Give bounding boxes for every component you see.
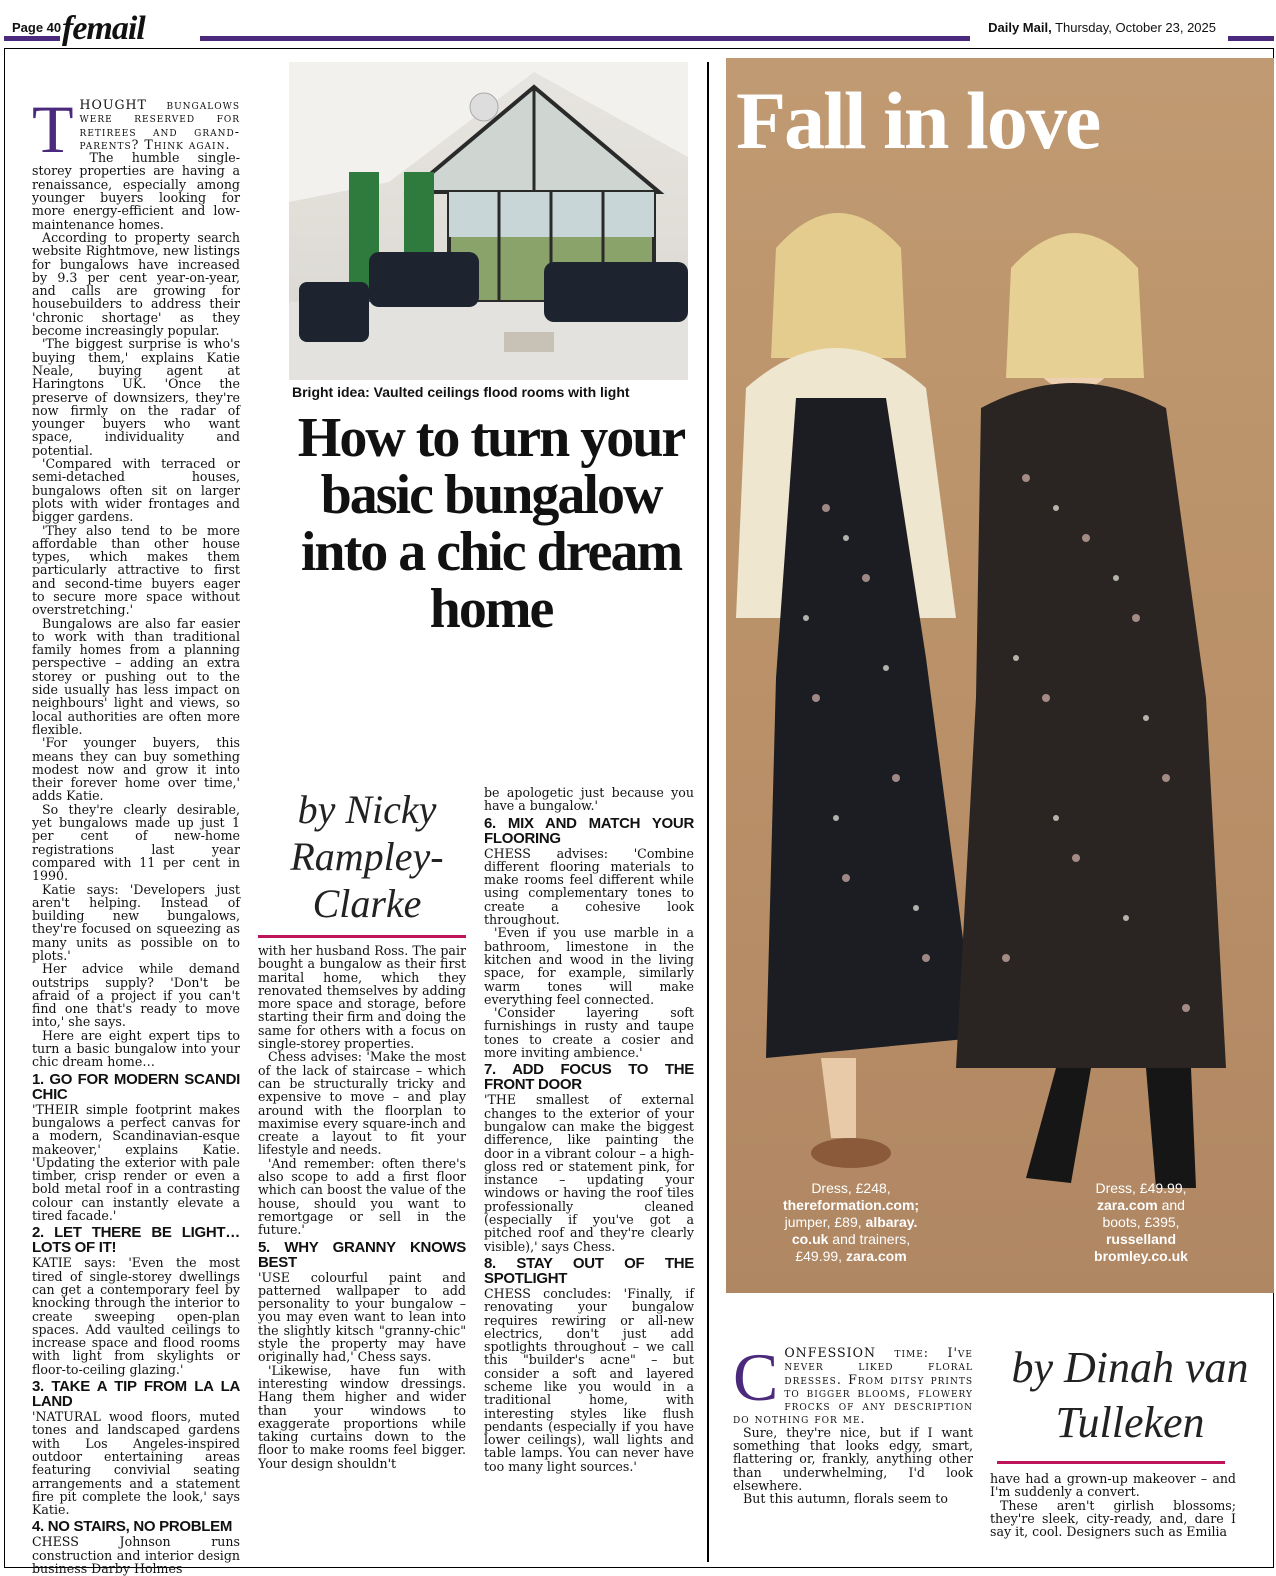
tip-text-3: 'NATURAL wood floors, muted tones and landscaped gardens with Los Angeles-inspired outdoor entertaining areas featuring convivial seating arrangements and a statement fire pit complete the look,' says Katie.	[32, 1409, 240, 1518]
tip-text-6c: 'Consider layering soft furnishings in rusty and taupe tones to create a cosier and more inviting ambience.'	[484, 1005, 694, 1061]
tip-text-4a: CHESS Johnson runs construction and interior design business Darby Holmes	[32, 1534, 240, 1576]
paragraph: Katie says: 'Developers just aren't helping. Instead of building new bungalows, they're focused on squeezing as many units as possible on to plots.'	[32, 881, 240, 963]
fashion-byline-rule	[997, 1461, 1225, 1464]
models-illustration	[726, 58, 1274, 1293]
credit-line: and trainers,	[828, 1231, 911, 1247]
price-credit-right	[1066, 1180, 1216, 1265]
tip-text-5a: 'USE colourful paint and patterned wallpaper to add personality to your bungalow – you may even want to lean into the slightly kitsch "granny-chic" style the property may have originally had,' Chess says.	[258, 1269, 466, 1365]
tip-heading-2: 2. LET THERE BE LIGHT… LOTS OF IT!	[32, 1224, 240, 1257]
credit-retailer: zara.com	[845, 1248, 907, 1264]
fashion-photo	[726, 58, 1274, 1293]
headline: How to turn your basic bungalow into a chic dream home	[297, 407, 685, 640]
paragraph: 'They also tend to be more affordable than other house types, which makes them particularly attractive to first and second-time buyers eager to secure more space without overstretching.'	[32, 522, 240, 618]
tip-text-1: 'THEIR simple footprint makes bungalows a perfect canvas for a modern, Scandinavian-esque makeover,' explains Katie. 'Updating the exterior with pale timber, crisp render or even a bold metal roof in a contrasting colour can instantly elevate a tired facade.'	[32, 1101, 240, 1224]
tip-text-4b: with her husband Ross. The pair bought a bungalow as their first marital home, which they renovated themselves by adding more space and storage, before starting their firm and doing the same for others with a focus on single-storey properties.	[258, 943, 466, 1052]
credit-line: Dress, £248,	[811, 1180, 891, 1196]
section-logo: femail	[62, 10, 145, 47]
credit-line: and	[1157, 1197, 1185, 1213]
tip-heading-6: 6. MIX AND MATCH YOUR FLOORING	[484, 814, 694, 847]
credit-line: Dress, £49.99,	[1095, 1180, 1187, 1196]
tip-heading-4: 4. NO STAIRS, NO PROBLEM	[32, 1518, 233, 1536]
article-column-3	[484, 786, 694, 1473]
paragraph: Bungalows are also far easier to work with than traditional family homes from a planning perspective – adding an extra storey or pushing out to the side usually has less impact on neighbours' light and views, so local authorities are often more flexible.	[32, 615, 240, 737]
tip-heading-7: 7. ADD FOCUS TO THE FRONT DOOR	[484, 1061, 694, 1094]
paper-name: Daily Mail,	[988, 20, 1052, 35]
tip-text-6a: CHESS advises: 'Combine different flooring materials to make rooms feel different while using complementary tones to create a cohesive look throughout.	[484, 845, 694, 928]
lead-opening: ONFESSION time: I've never liked floral dresses. From ditsy prints to bigger blooms, flowery frocks of any description do nothing for me.	[733, 1345, 973, 1427]
paragraph: So they're clearly desirable, yet bungalows made up just 1 per cent of new-home registrations last year compared with 11 per cent in 1990.	[32, 801, 240, 884]
paragraph: have had a grown-up makeover – and I'm suddenly a convert.	[990, 1471, 1236, 1500]
tip-text-4c: Chess advises: 'Make the most of the lack of staircase – which can be structurally tricky and expensive to move – and play around with the floorplan to maximise every square-inch and create a layout to fit your lifestyle and needs.	[258, 1049, 466, 1158]
fashion-byline: by Dinah van Tulleken	[1011, 1343, 1249, 1447]
article-column-1	[32, 91, 240, 1576]
paragraph: But this autumn, florals seem to	[743, 1491, 948, 1507]
tip-text-4d: 'And remember: often there's also scope to add a first floor which can boost the value of the house, should you want to remortgage or sell in the future.'	[258, 1155, 466, 1238]
credit-retailer: bromley.co.uk	[1094, 1248, 1188, 1264]
credit-retailer: albaray.	[865, 1214, 918, 1230]
tip-text-5c: be apologetic just because you have a bungalow.'	[484, 785, 694, 814]
credit-line: jumper, £89,	[784, 1214, 862, 1230]
paragraph: 'The biggest surprise is who's buying them,' explains Katie Neale, buying agent at Haringtons UK. 'Once the preserve of downsizers, they're now firmly on the radar of younger buyers who want space, individuality and potential.	[32, 336, 240, 458]
fashion-column-1	[733, 1339, 973, 1507]
tip-text-6b: 'Even if you use marble in a bathroom, limestone in the kitchen and wood in the living space, for example, similarly warm tones will make everything feel connected.	[484, 925, 694, 1007]
issue-date: Thursday, October 23, 2025	[1051, 20, 1216, 35]
paragraph: The humble single-storey properties are having a renaissance, especially among younger buyers looking for more energy-efficient and low-maintenance homes.	[32, 150, 240, 232]
masthead-rule-left	[4, 36, 60, 41]
credit-line: boots, £395,	[1102, 1214, 1180, 1230]
credit-line: £49.99,	[795, 1248, 843, 1264]
fashion-column-2	[990, 1472, 1236, 1538]
tip-text-5b: 'Likewise, have fun with interesting window dressings. Hang them higher and wider than your windows to exaggerate proportions while taking curtains down to the floor to make rooms feel bigger. Your design shouldn't	[258, 1362, 466, 1471]
fashion-headline: Fall in love	[736, 75, 1100, 166]
masthead-rule-end	[1228, 36, 1274, 41]
credit-retailer: thereformation.com;	[782, 1197, 920, 1213]
paragraph: Sure, they're nice, but if I want something that looks edgy, smart, flattering or, frankly, anything other than underwhelming, I'd look elsewhere.	[733, 1424, 973, 1493]
page-number: Page 40	[12, 20, 62, 35]
tip-heading-5: 5. WHY GRANNY KNOWS BEST	[258, 1238, 466, 1271]
credit-retailer: co.uk	[791, 1231, 829, 1247]
dateline	[988, 20, 1216, 35]
dropcap: C	[733, 1339, 779, 1415]
credit-retailer: zara.com	[1097, 1197, 1158, 1213]
price-credit-left	[746, 1180, 956, 1265]
vaulted-room-illustration	[289, 62, 688, 380]
article-byline: by Nicky Rampley-Clarke	[290, 787, 444, 926]
photo-caption: Bright idea: Vaulted ceilings flood rooms with light	[292, 384, 630, 400]
tip-heading-1: 1. GO FOR MODERN SCANDI CHIC	[32, 1070, 240, 1103]
paragraph: According to property search website Rightmove, new listings for bungalows have increased by 9.3 per cent year-on-year, and calls are growing for housebuilders to address their 'chronic shortage' as they become increasingly popular.	[32, 229, 240, 339]
lead-opening: HOUGHT bungalows were reserved for retirees and grand-parents? Think again.	[79, 97, 240, 152]
tip-heading-8: 8. STAY OUT OF THE SPOTLIGHT	[484, 1254, 694, 1287]
credit-retailer: russelland	[1105, 1231, 1177, 1247]
tip-text-7: 'THE smallest of external changes to the exterior of your bungalow can make the biggest difference, like painting the door in a vibrant colour – a high-gloss red or statement pink, for instance – updating your windows or having the roof tiles professionally cleaned (especially if you've got a pitched roof and they're clearly visible),' says Chess.	[484, 1092, 694, 1254]
paragraph: Her advice while demand outstrips supply? 'Don't be afraid of a project if you can't find one that's ready to move into,' she says.	[32, 961, 240, 1030]
room-photo	[289, 62, 688, 380]
masthead-rule-right	[200, 36, 970, 41]
paragraph: These aren't girlish blossoms; they're sleek, city-ready, and, dare I say it, cool. Designers such as Emilia	[990, 1497, 1236, 1540]
dropcap: T	[32, 91, 74, 167]
paragraph: 'Compared with terraced or semi-detached houses, bungalows often sit on larger plots with wider frontages and bigger gardens.	[32, 456, 240, 525]
column-divider	[707, 62, 709, 1562]
byline-rule	[258, 935, 466, 938]
tip-heading-3: 3. TAKE A TIP FROM LA LA LAND	[32, 1378, 240, 1411]
article-column-2	[258, 944, 466, 1470]
tip-text-2: KATIE says: 'Even the most tired of single-storey dwellings can get a contemporary feel by knocking through the interior to create sweeping open-plan spaces. Add vaulted ceilings to increase space and flood rooms with light from skylights or floor-to-ceiling glazing.'	[32, 1255, 240, 1377]
paragraph: 'For younger buyers, this means they can buy something modest now and grow it into their forever home over time,' adds Katie.	[32, 735, 240, 804]
paragraph: Here are eight expert tips to turn a basic bungalow into your chic dream home…	[32, 1027, 240, 1070]
tip-text-8: CHESS concludes: 'Finally, if renovating your bungalow requires rewiring or all-new electrics, don't just add spotlights throughout – we call this "builder's acne" – but consider a soft and layered scheme like you would in a traditional home, with interesting styles like flush pendants (especially if you have lower ceilings), wall lights and table lamps. You can never have too many light sources.'	[484, 1285, 694, 1474]
